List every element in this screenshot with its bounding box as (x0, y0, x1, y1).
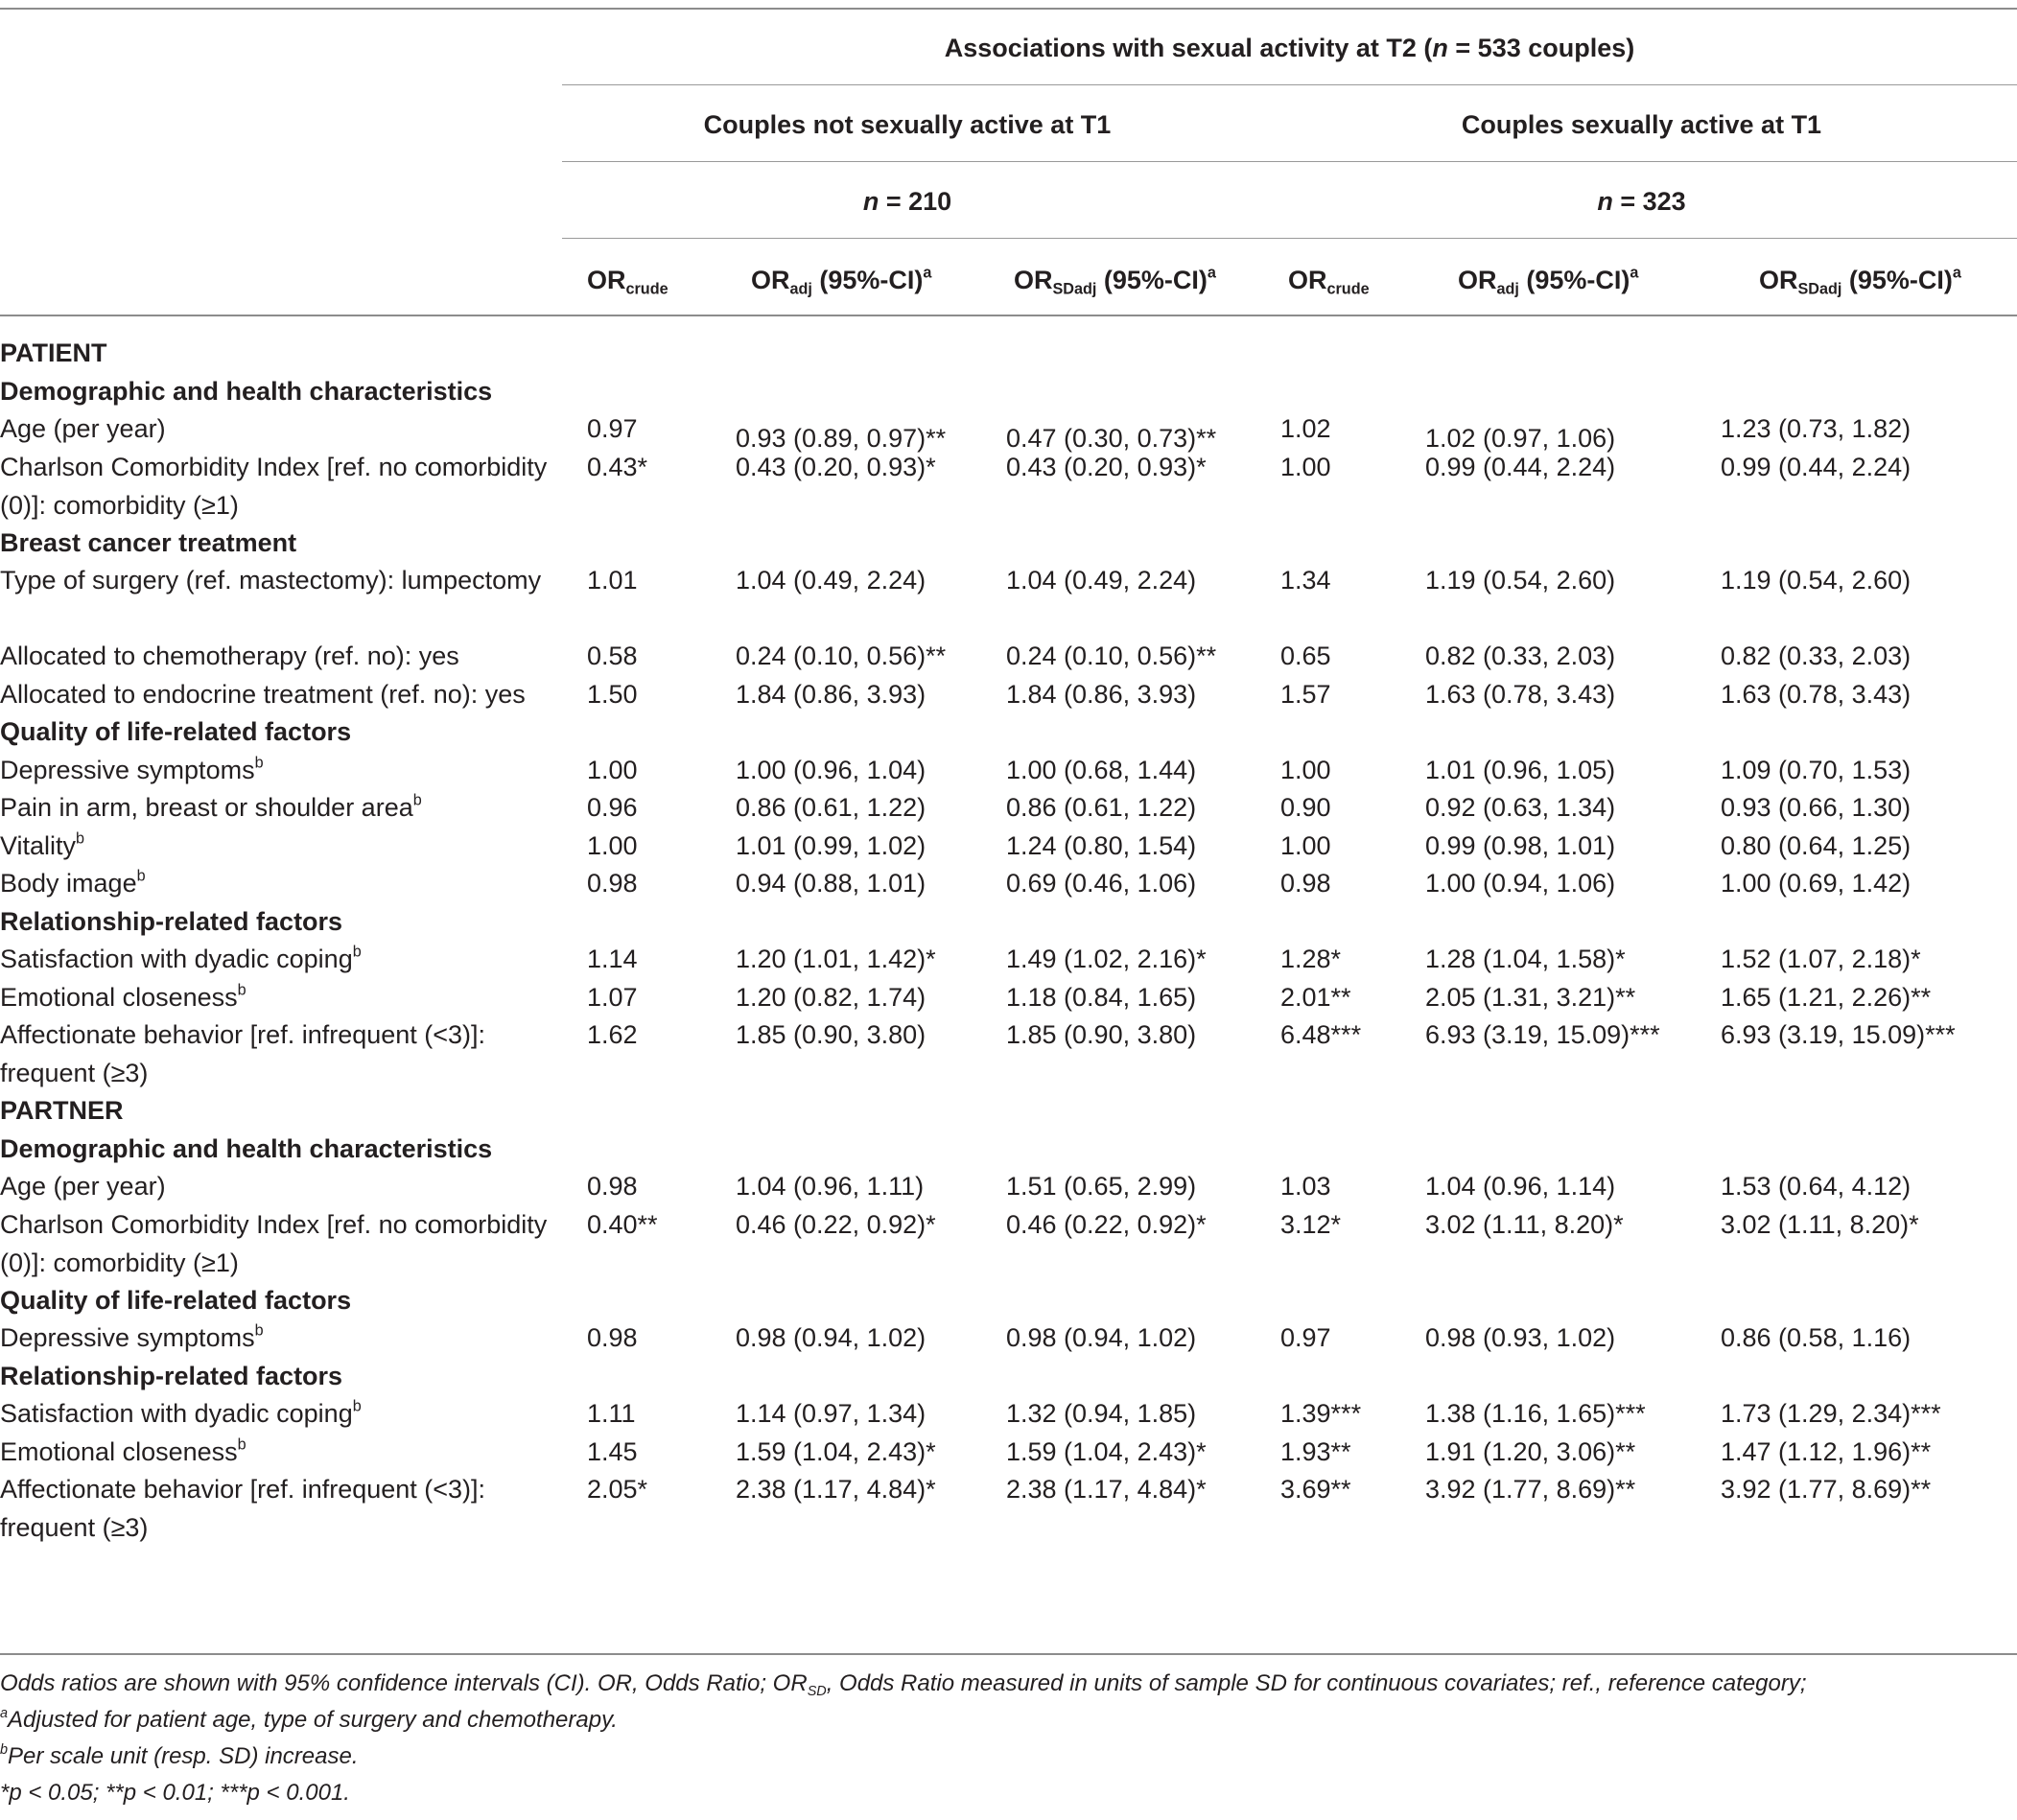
table-cell: 0.90 (1280, 793, 1331, 822)
header-title-post: = 533 couples) (1447, 34, 1635, 62)
col-header-or-sdadj-2 (1759, 261, 1961, 299)
row-label-text: Emotional closeness (0, 982, 238, 1012)
table-cell: 1.63 (0.78, 3.43) (1425, 679, 1616, 709)
col-sub: crude (1326, 280, 1370, 298)
table-cell: 0.99 (0.98, 1.01) (1425, 830, 1616, 860)
table-cell: 0.82 (0.33, 2.03) (1721, 642, 1911, 670)
table-cell: 1.57 (1280, 679, 1331, 709)
col-or-text: OR (1458, 266, 1497, 294)
col-sub: adj (1496, 280, 1519, 298)
table-cell: 1.00 (587, 830, 638, 860)
row-label (0, 751, 556, 789)
table-cell: 1.04 (0.96, 1.11) (736, 1172, 925, 1201)
table-cell: 0.24 (0.10, 0.56)** (1006, 642, 1217, 670)
col-or-text: OR (1759, 266, 1798, 294)
row-label (0, 827, 556, 865)
row-label-text: Satisfaction with dyadic coping (0, 1399, 353, 1428)
row-label (0, 1433, 556, 1471)
table-cell: 0.65 (1280, 642, 1331, 670)
row-label-text: Quality of life-related factors (0, 1285, 352, 1315)
header-title-pre: Associations with sexual activity at T2 ( (944, 34, 1433, 62)
table-cell: 1.91 (1.20, 3.06)** (1425, 1436, 1636, 1466)
header-rule-2 (562, 161, 2017, 162)
table-cell: 1.20 (0.82, 1.74) (736, 982, 926, 1012)
row-label (0, 675, 556, 713)
row-label (0, 448, 556, 525)
header-rule-1 (562, 84, 2017, 85)
row-label (0, 561, 556, 599)
table-cell: 1.19 (0.54, 2.60) (1425, 566, 1616, 595)
table-cell: 1.59 (1.04, 2.43)* (736, 1436, 936, 1466)
footnote-a (0, 1702, 618, 1738)
table-cell: 1.63 (0.78, 3.43) (1721, 679, 1911, 709)
row-label-sup: b (237, 1435, 246, 1454)
n-right-value: = 323 (1612, 187, 1686, 216)
col-ci-text: (95%-CI) (811, 266, 924, 294)
table-cell: 2.05 (1.31, 3.21)** (1425, 982, 1636, 1012)
row-label-text: PARTNER (0, 1096, 124, 1125)
col-sub: crude (625, 280, 668, 298)
col-header-or-adj-1 (751, 261, 931, 299)
table-cell: 1.00 (0.96, 1.04) (736, 755, 926, 784)
n-left-value: = 210 (879, 187, 952, 216)
col-ci-text: (95%-CI) (1518, 266, 1630, 294)
table-cell: 0.99 (0.44, 2.24) (1425, 452, 1616, 481)
row-label-text: Breast cancer treatment (0, 527, 297, 557)
table-cell: 1.01 (0.99, 1.02) (736, 830, 926, 860)
table-cell: 1.00 (0.94, 1.06) (1425, 869, 1616, 898)
row-label-text: Relationship-related factors (0, 906, 343, 936)
table-cell: 0.86 (0.61, 1.22) (1006, 793, 1197, 822)
col-header-or-crude-2 (1288, 261, 1370, 299)
row-label-text: Age (per year) (0, 1172, 166, 1201)
footnote-b-text: Per scale unit (resp. SD) increase. (8, 1743, 359, 1769)
section-label (0, 372, 556, 410)
footnote-line1-pre: Odds ratios are shown with 95% confidence intervals (CI). OR, Odds Ratio; OR (0, 1670, 808, 1696)
section-label (0, 1357, 556, 1395)
section-label (0, 1130, 556, 1168)
table-cell: 1.00 (0.68, 1.44) (1006, 755, 1197, 784)
header-rule-3 (562, 238, 2017, 239)
n-header-left (562, 182, 1253, 221)
col-ci-text: (95%-CI) (1841, 266, 1953, 294)
row-label (0, 978, 556, 1016)
table-cell: 1.32 (0.94, 1.85) (1006, 1399, 1197, 1428)
row-label-sup: b (412, 791, 422, 809)
table-cell: 1.01 (587, 566, 638, 595)
table-cell: 1.52 (1.07, 2.18)* (1721, 945, 1921, 973)
table-cell: 1.09 (0.70, 1.53) (1721, 755, 1911, 784)
row-label (0, 1394, 556, 1433)
row-label-text: Affectionate behavior [ref. infrequent (<3)]: frequent (≥3) (0, 1475, 486, 1542)
table-cell: 1.07 (587, 982, 638, 1012)
row-label (0, 1470, 556, 1547)
table-cell: 0.46 (0.22, 0.92)* (736, 1209, 936, 1239)
n-left-label: n (862, 187, 880, 216)
row-label-text: Charlson Comorbidity Index [ref. no comorbidity (0)]: comorbidity (≥1) (0, 452, 548, 520)
row-label-text: Satisfaction with dyadic coping (0, 945, 353, 973)
row-label-text: Relationship-related factors (0, 1361, 343, 1390)
row-label-sup: b (352, 1397, 362, 1415)
table-cell: 1.00 (1280, 830, 1331, 860)
table-cell: 1.73 (1.29, 2.34)*** (1721, 1399, 1941, 1428)
table-cell: 6.93 (3.19, 15.09)*** (1721, 1020, 1956, 1049)
row-label (0, 1318, 556, 1357)
table-cell: 1.00 (1280, 452, 1331, 481)
table-cell: 0.98 (1280, 869, 1331, 898)
table-cell: 1.23 (0.73, 1.82) (1721, 414, 1911, 443)
col-sub: adj (789, 280, 812, 298)
table-cell: 1.02 (1280, 414, 1331, 443)
table-cell: 1.11 (587, 1399, 636, 1428)
footnote-b (0, 1738, 359, 1775)
table-cell: 1.28* (1280, 945, 1342, 973)
table-top-rule (0, 8, 2017, 10)
table-cell: 0.86 (0.61, 1.22) (736, 793, 926, 822)
col-ci-text: (95%-CI) (1096, 266, 1208, 294)
row-label-text: PATIENT (0, 338, 107, 367)
table-cell: 1.51 (0.65, 2.99) (1006, 1172, 1197, 1201)
table-cell: 2.38 (1.17, 4.84)* (1006, 1475, 1207, 1504)
table-cell: 0.80 (0.64, 1.25) (1721, 830, 1911, 860)
col-sub: SDadj (1797, 280, 1842, 298)
row-label-text: Emotional closeness (0, 1436, 238, 1466)
row-label-text: Body image (0, 869, 137, 898)
footnote-a-text: Adjusted for patient age, type of surgery and chemotherapy. (8, 1707, 618, 1733)
table-cell: 0.98 (587, 1172, 638, 1201)
table-cell: 0.97 (587, 414, 638, 443)
row-label-text: Depressive symptoms (0, 755, 255, 784)
table-cell: 2.05* (587, 1475, 648, 1504)
table-cell: 0.98 (0.93, 1.02) (1425, 1323, 1616, 1352)
table-cell: 1.45 (587, 1436, 638, 1466)
table-cell: 3.92 (1.77, 8.69)** (1721, 1475, 1932, 1504)
section-label (0, 1091, 556, 1130)
table-cell: 1.59 (1.04, 2.43)* (1006, 1436, 1207, 1466)
table-cell: 0.98 (587, 869, 638, 898)
row-label-text: Demographic and health characteristics (0, 376, 493, 406)
table-cell: 0.46 (0.22, 0.92)* (1006, 1209, 1207, 1239)
table-cell: 0.93 (0.89, 0.97)** (736, 424, 947, 453)
table-cell: 2.01** (1280, 982, 1351, 1012)
table-cell: 1.53 (0.64, 4.12) (1721, 1172, 1911, 1201)
table-cell: 0.24 (0.10, 0.56)** (736, 642, 947, 670)
table-cell: 0.94 (0.88, 1.01) (736, 869, 926, 898)
row-label-text: Demographic and health characteristics (0, 1133, 493, 1163)
table-cell: 1.65 (1.21, 2.26)** (1721, 982, 1932, 1012)
table-cell: 1.34 (1280, 566, 1331, 595)
table-cell: 0.43* (587, 452, 648, 481)
table-cell: 0.47 (0.30, 0.73)** (1006, 424, 1217, 453)
row-label-sup: b (237, 981, 246, 999)
table-cell: 1.24 (0.80, 1.54) (1006, 830, 1197, 860)
table-cell: 1.19 (0.54, 2.60) (1721, 566, 1911, 595)
row-label-text: Vitality (0, 830, 77, 860)
col-header-or-sdadj-1 (1014, 261, 1216, 299)
table-cell: 1.49 (1.02, 2.16)* (1006, 945, 1207, 973)
section-label (0, 524, 556, 562)
col-header-or-adj-2 (1458, 261, 1638, 299)
row-label (0, 1205, 556, 1282)
col-sub: SDadj (1052, 280, 1097, 298)
row-label-text: Allocated to chemotherapy (ref. no): yes (0, 642, 459, 670)
footnote-line1-sub: SD (807, 1684, 827, 1700)
row-label (0, 1015, 556, 1092)
n-header-right (1266, 182, 2017, 221)
table-cell: 1.04 (0.96, 1.14) (1425, 1172, 1616, 1201)
table-cell: 6.93 (3.19, 15.09)*** (1425, 1020, 1660, 1049)
row-label-sup: b (254, 754, 264, 772)
footnote-significance: *p < 0.05; **p < 0.01; ***p < 0.001. (0, 1780, 350, 1806)
table-cell: 3.02 (1.11, 8.20)* (1425, 1209, 1624, 1239)
table-cell: 2.38 (1.17, 4.84)* (736, 1475, 936, 1504)
table-cell: 1.00 (1280, 755, 1331, 784)
table-cell: 1.14 (587, 945, 638, 973)
table-bottom-rule (0, 1653, 2017, 1655)
table-cell: 1.85 (0.90, 3.80) (736, 1020, 926, 1049)
table-cell: 1.50 (587, 679, 638, 709)
table-cell: 3.92 (1.77, 8.69)** (1425, 1475, 1636, 1504)
table-cell: 1.28 (1.04, 1.58)* (1425, 945, 1626, 973)
row-label (0, 409, 556, 448)
table-cell: 0.86 (0.58, 1.16) (1721, 1323, 1911, 1352)
table-cell: 6.48*** (1280, 1020, 1362, 1049)
table-cell: 1.47 (1.12, 1.96)** (1721, 1436, 1932, 1466)
row-label-sup: b (76, 829, 85, 848)
table-cell: 1.00 (0.69, 1.42) (1721, 869, 1911, 898)
table-cell: 0.93 (0.66, 1.30) (1721, 793, 1911, 822)
footnote-b-marker: b (0, 1741, 9, 1758)
table-cell: 1.38 (1.16, 1.65)*** (1425, 1399, 1646, 1428)
footnote-a-marker: a (0, 1705, 9, 1721)
table-cell: 1.03 (1280, 1172, 1331, 1201)
col-sup: a (923, 264, 932, 282)
group-header-active: Couples sexually active at T1 (1461, 110, 1822, 139)
table-cell: 3.12* (1280, 1209, 1342, 1239)
row-label-sup: b (136, 867, 146, 885)
row-label-text: Charlson Comorbidity Index [ref. no comorbidity (0)]: comorbidity (≥1) (0, 1209, 548, 1277)
header-title-n: n (1432, 34, 1448, 62)
table-cell: 1.01 (0.96, 1.05) (1425, 755, 1616, 784)
footnote-line1-post: , Odds Ratio measured in units of sample SD for continuous covariates; ref., reference category; (826, 1670, 1807, 1696)
col-or-text: OR (751, 266, 790, 294)
row-label-text: Depressive symptoms (0, 1323, 255, 1352)
col-or-text: OR (1288, 266, 1327, 294)
table-cell: 1.14 (0.97, 1.34) (736, 1399, 926, 1428)
table-cell: 0.97 (1280, 1323, 1331, 1352)
section-label (0, 1281, 556, 1319)
row-label-text: Affectionate behavior [ref. infrequent (<3)]: frequent (≥3) (0, 1020, 486, 1087)
table-cell: 0.98 (0.94, 1.02) (736, 1323, 926, 1352)
table-cell: 0.92 (0.63, 1.34) (1425, 793, 1616, 822)
table-cell: 1.62 (587, 1020, 638, 1049)
col-sup: a (1630, 264, 1639, 282)
row-label-text: Quality of life-related factors (0, 717, 352, 746)
footnote-abbreviations (0, 1666, 1807, 1702)
table-cell: 0.99 (0.44, 2.24) (1721, 452, 1911, 481)
section-label (0, 334, 556, 372)
table-cell: 1.93** (1280, 1436, 1351, 1466)
group-header-not-active: Couples not sexually active at T1 (703, 110, 1112, 139)
row-label-sup: b (254, 1321, 264, 1340)
table-cell: 1.00 (587, 755, 638, 784)
table-cell: 0.82 (0.33, 2.03) (1425, 642, 1616, 670)
table-cell: 1.20 (1.01, 1.42)* (736, 945, 936, 973)
table-cell: 1.18 (0.84, 1.65) (1006, 982, 1197, 1012)
table-cell: 0.69 (0.46, 1.06) (1006, 869, 1197, 898)
table-cell: 1.84 (0.86, 3.93) (736, 679, 926, 709)
row-label (0, 864, 556, 902)
table-main-header (562, 29, 2017, 67)
n-right-label: n (1597, 187, 1613, 216)
table-cell: 1.85 (0.90, 3.80) (1006, 1020, 1197, 1049)
table-cell: 0.43 (0.20, 0.93)* (736, 452, 936, 481)
table-cell: 1.84 (0.86, 3.93) (1006, 679, 1197, 709)
table-cell: 3.69** (1280, 1475, 1351, 1504)
col-or-text: OR (587, 266, 626, 294)
row-label-text: Type of surgery (ref. mastectomy): lumpectomy (0, 566, 542, 595)
table-cell: 0.98 (587, 1323, 638, 1352)
row-label-text: Allocated to endocrine treatment (ref. no): yes (0, 679, 526, 709)
table-cell: 0.43 (0.20, 0.93)* (1006, 452, 1207, 481)
table-cell: 0.40** (587, 1209, 658, 1239)
row-label (0, 940, 556, 978)
col-header-or-crude-1 (587, 261, 668, 299)
row-label-text: Age (per year) (0, 414, 166, 443)
table-cell: 1.04 (0.49, 2.24) (1006, 566, 1197, 595)
table-cell: 1.02 (0.97, 1.06) (1425, 424, 1616, 453)
table-cell: 3.02 (1.11, 8.20)* (1721, 1209, 1919, 1239)
table-cell: 0.58 (587, 642, 638, 670)
header-bottom-rule (0, 315, 2017, 316)
table-cell: 1.39*** (1280, 1399, 1362, 1428)
row-label-sup: b (352, 943, 362, 961)
table-cell: 0.98 (0.94, 1.02) (1006, 1323, 1197, 1352)
row-label (0, 1167, 556, 1205)
col-sup: a (1952, 264, 1961, 282)
section-label (0, 712, 556, 751)
col-sup: a (1207, 264, 1216, 282)
table-cell: 1.04 (0.49, 2.24) (736, 566, 926, 595)
table-cell: 0.96 (587, 793, 638, 822)
row-label (0, 788, 556, 827)
row-label (0, 637, 556, 675)
section-label (0, 902, 556, 941)
row-label-text: Pain in arm, breast or shoulder area (0, 793, 413, 822)
col-or-text: OR (1014, 266, 1053, 294)
